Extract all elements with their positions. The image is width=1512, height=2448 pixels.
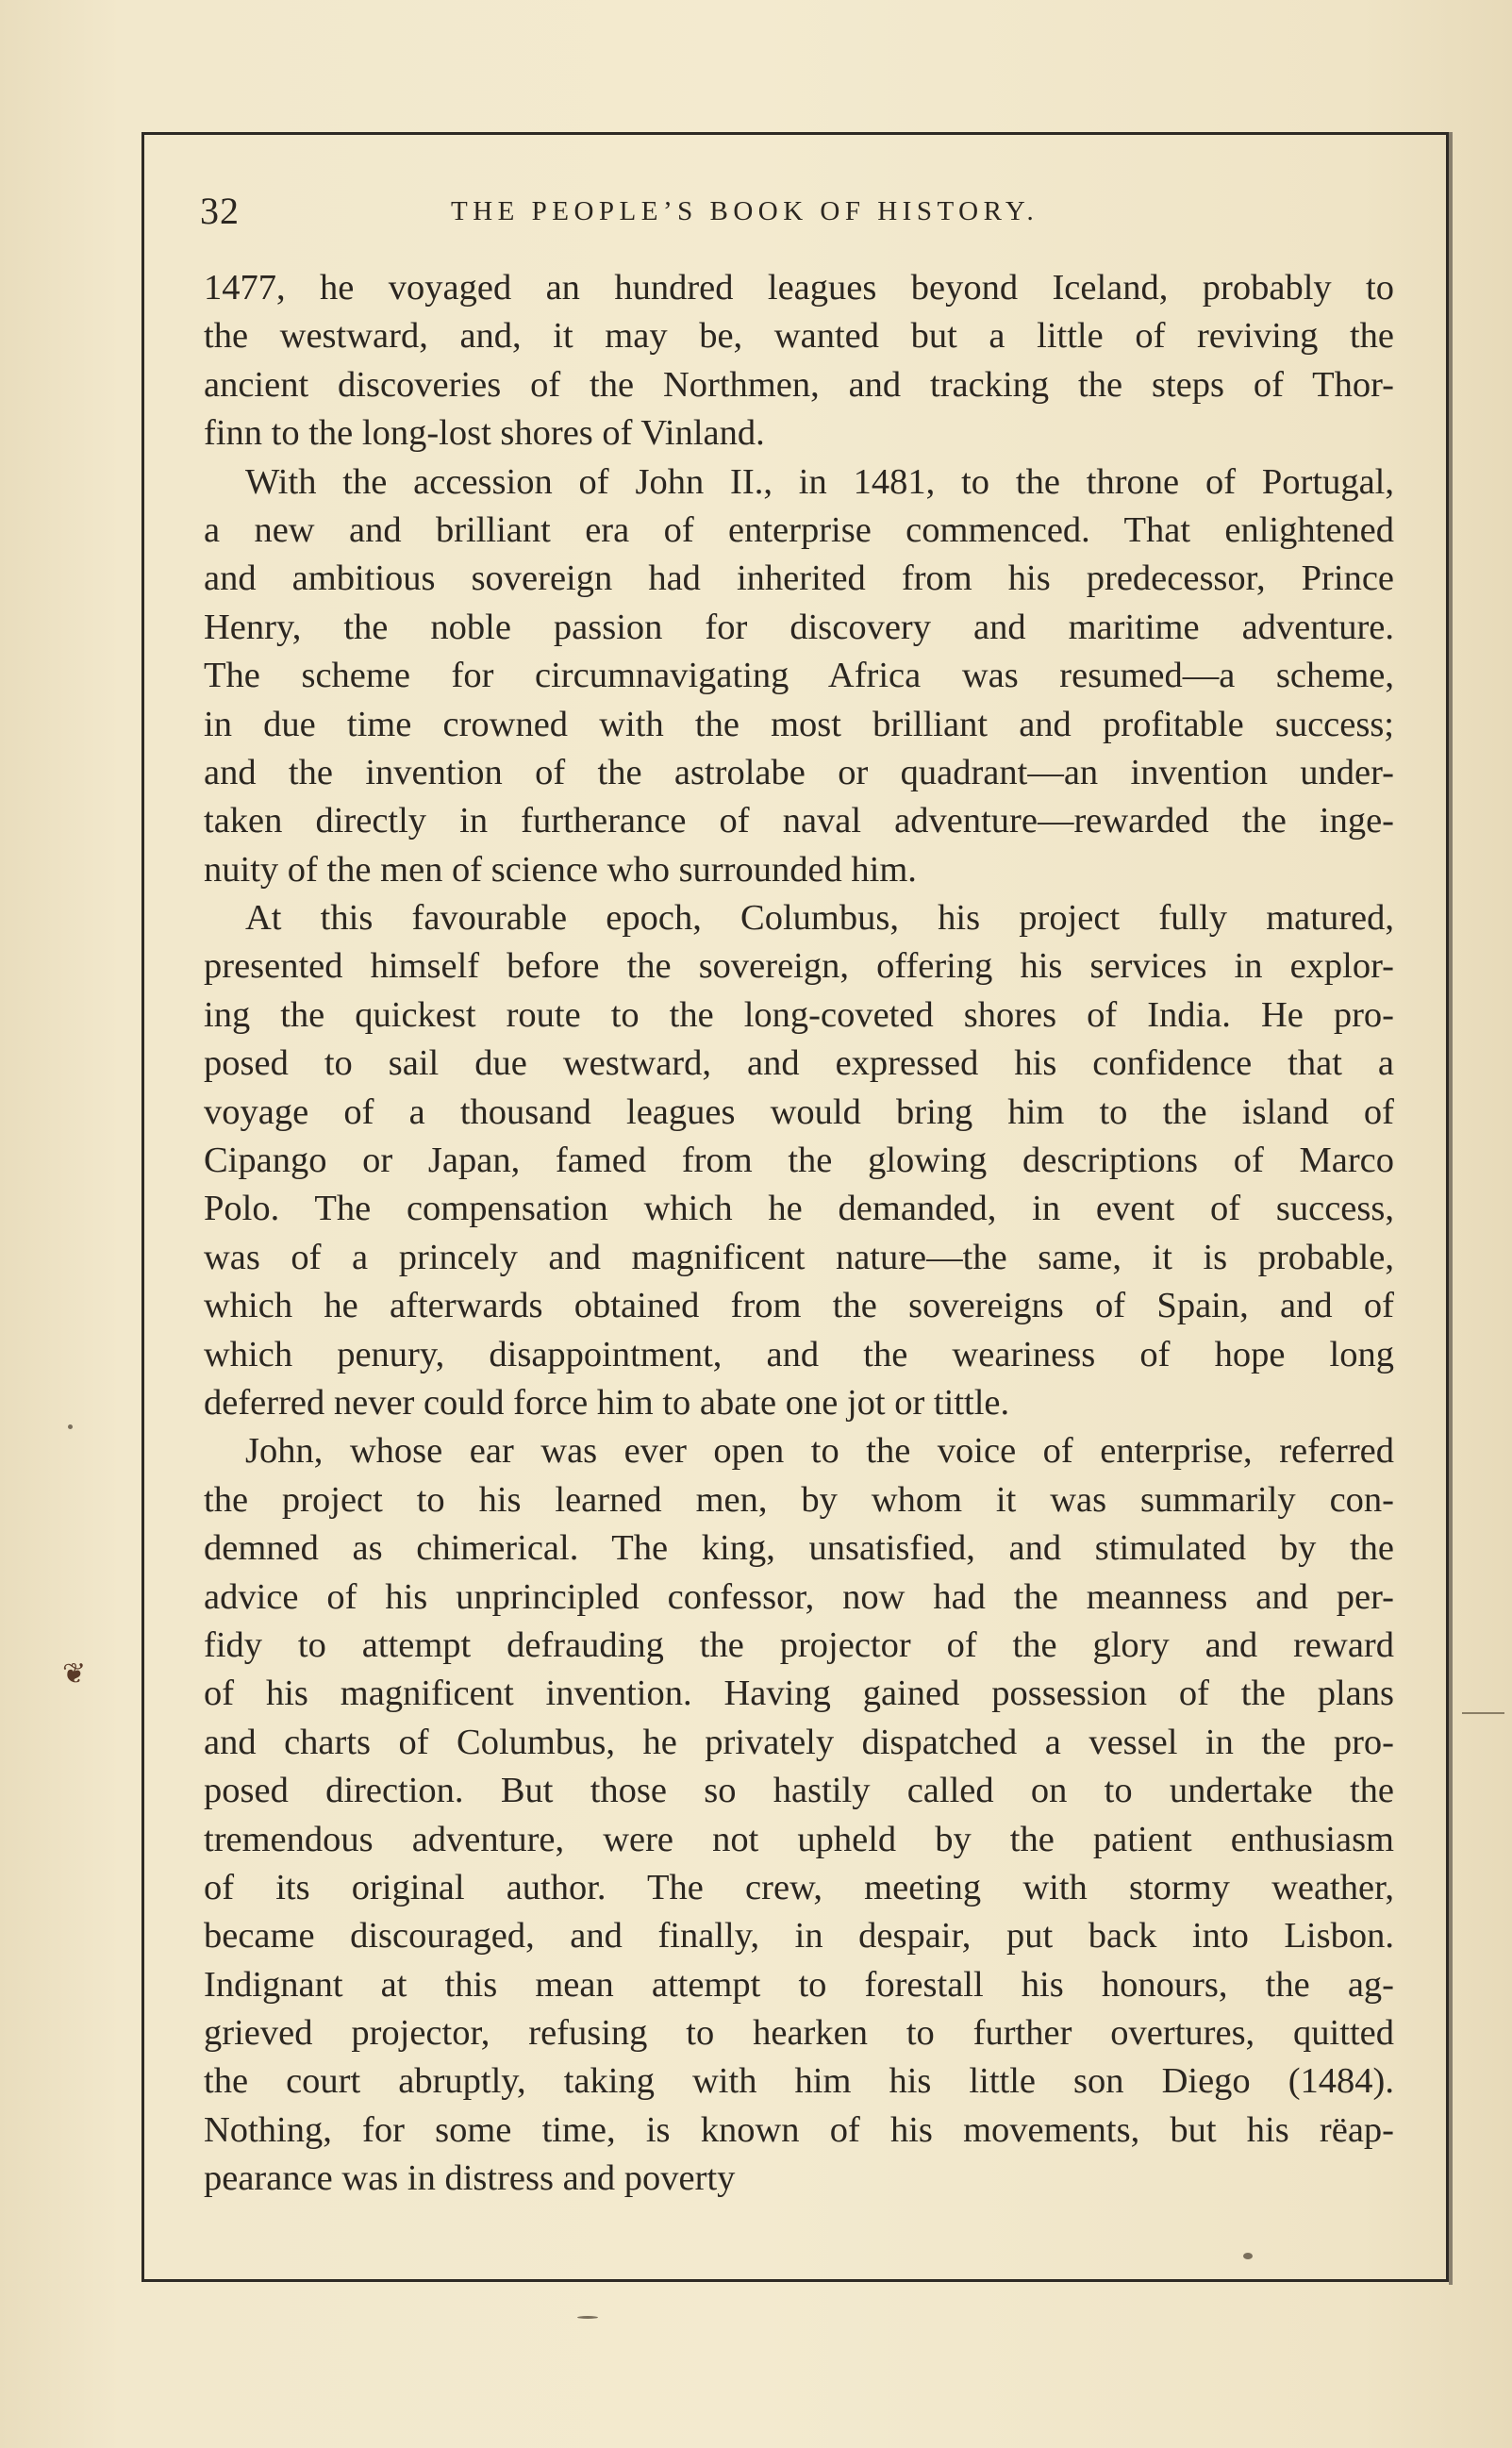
text-line: voyage of a thousand leagues would bring him to the island of <box>204 1091 1394 1132</box>
text-line: in due time crowned with the most brilliant and profitable success; <box>204 704 1394 744</box>
text-line: advice of his unprincipled confessor, now had the meanness and per- <box>204 1576 1394 1617</box>
text-line: which he afterwards obtained from the sovereigns of Spain, and of <box>204 1286 1394 1326</box>
text-line: and the invention of the astrolabe or quadrant—an invention under- <box>204 752 1394 792</box>
text-line: finn to the long-lost shores of Vinland. <box>204 413 765 454</box>
text-line: the court abruptly, taking with him his little son Diego (1484). <box>204 2061 1394 2102</box>
text-line: and ambitious sovereign had inherited from his predecessor, Prince <box>204 558 1394 599</box>
text-line: Cipango or Japan, famed from the glowing descriptions of Marco <box>204 1141 1394 1181</box>
page-number: 32 <box>200 190 240 232</box>
text-line: pearance was in distress and poverty <box>204 2158 736 2199</box>
body-text <box>204 264 1394 2204</box>
text-line: ing the quickest route to the long-coveted shores of India. He pro- <box>204 994 1394 1035</box>
text-line: of his magnificent invention. Having gained possession of the plans <box>204 1674 1394 1714</box>
text-line: a new and brilliant era of enterprise commenced. That enlightened <box>204 509 1394 550</box>
text-line: ancient discoveries of the Northmen, and tracking the steps of Thor- <box>204 364 1394 405</box>
text-line: fidy to attempt defrauding the projector of the glory and reward <box>204 1624 1394 1665</box>
text-line: At this favourable epoch, Columbus, his project fully matured, <box>245 898 1394 939</box>
text-line: posed to sail due westward, and expressed his confidence that a <box>204 1043 1394 1084</box>
paper-speck <box>68 1424 73 1429</box>
text-line: 1477, he voyaged an hundred leagues beyond Iceland, probably to <box>204 268 1394 308</box>
text-line: and charts of Columbus, he privately dispatched a vessel in the pro- <box>204 1722 1394 1762</box>
text-line: posed direction. But those so hastily called on to undertake the <box>204 1771 1394 1811</box>
paper-speck <box>1243 2253 1253 2259</box>
text-line: Nothing, for some time, is known of his movements, but his rëap- <box>204 2109 1394 2150</box>
text-line: demned as chimerical. The king, unsatisfied, and stimulated by the <box>204 1528 1394 1569</box>
page-border-shadow <box>1449 132 1453 2285</box>
text-line: grieved projector, refusing to hearken to further overtures, quitted <box>204 2013 1394 2054</box>
running-title: THE PEOPLE’S BOOK OF HISTORY. <box>451 196 1039 226</box>
text-line: Indignant at this mean attempt to forestall his honours, the ag- <box>204 1964 1394 2005</box>
text-line: The scheme for circumnavigating Africa was resumed—a scheme, <box>204 656 1394 696</box>
text-line: the westward, and, it may be, wanted but a little of reviving the <box>204 316 1394 357</box>
margin-ornament-icon: ❦ <box>62 1658 87 1690</box>
text-line: Henry, the noble passion for discovery and maritime adventure. <box>204 607 1394 647</box>
text-line: which penury, disappointment, and the weariness of hope long <box>204 1334 1394 1374</box>
text-line: John, whose ear was ever open to the voice of enterprise, referred <box>245 1431 1394 1472</box>
text-line: became discouraged, and finally, in despair, put back into Lisbon. <box>204 1916 1394 1957</box>
margin-dash <box>1462 1712 1504 1714</box>
text-line: taken directly in furtherance of naval adventure—rewarded the inge- <box>204 801 1394 841</box>
text-line: of its original author. The crew, meeting with stormy weather, <box>204 1867 1394 1907</box>
text-line: presented himself before the sovereign, offering his services in explor- <box>204 946 1394 987</box>
text-line: the project to his learned men, by whom it was summarily con- <box>204 1479 1394 1520</box>
text-line: was of a princely and magnificent nature—the same, it is probable, <box>204 1237 1394 1277</box>
paper-speck <box>577 2316 598 2319</box>
text-line: With the accession of John II., in 1481, to the throne of Portugal, <box>245 461 1394 502</box>
text-line: nuity of the men of science who surrounded him. <box>204 849 917 890</box>
text-line: Polo. The compensation which he demanded, in event of success, <box>204 1189 1394 1229</box>
text-line: deferred never could force him to abate one jot or tittle. <box>204 1382 1010 1423</box>
running-head <box>200 187 1398 236</box>
text-line: tremendous adventure, were not upheld by the patient enthusiasm <box>204 1819 1394 1859</box>
